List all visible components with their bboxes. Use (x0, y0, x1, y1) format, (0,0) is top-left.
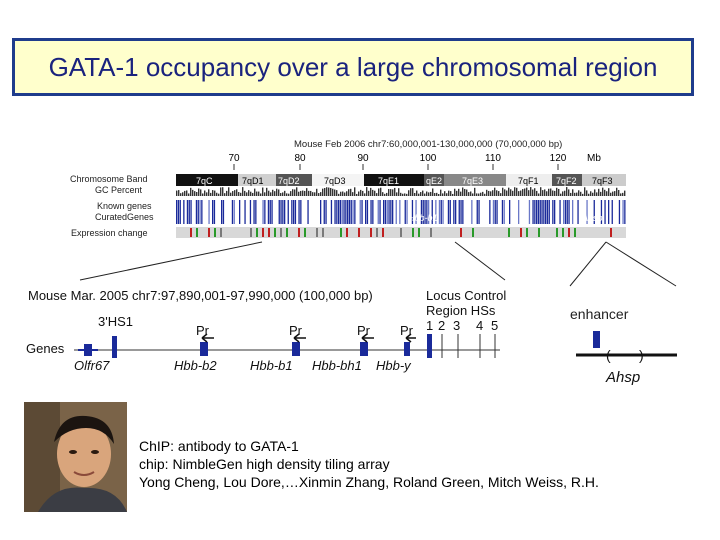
lower-genome-browser (22, 284, 522, 384)
row-label-curated-genes: CuratedGenes (95, 212, 154, 222)
band-label: 7qF1 (518, 176, 539, 186)
row-label-expression-change: Expression change (71, 228, 148, 238)
band-label: 7qC (196, 176, 213, 186)
gene-label-hbb-b1: Hbb-b1 (250, 358, 293, 373)
slide-title: GATA-1 occupancy over a large chromosomal region (48, 51, 658, 82)
upper-gene-label-ahsp: Ahsp (582, 213, 603, 223)
upper-tick-label: 120 (549, 153, 567, 164)
upper-gene-label-hbb-b1: Hbb-b1 (408, 213, 438, 223)
ahsp-enhancer-inset (560, 300, 690, 390)
row-label-known-genes: Known genes (97, 201, 152, 211)
genes-row-label: Genes (26, 341, 65, 356)
hs-number: 2 (438, 318, 446, 333)
svg-text:): ) (639, 347, 644, 363)
band-label: 7qE1 (378, 176, 400, 186)
upper-tick-label: 90 (357, 153, 369, 164)
svg-text:(: ( (606, 347, 611, 363)
upper-tick-label: 100 (419, 153, 437, 164)
credits-chip-array: chip: NimbleGen high density tiling array (139, 456, 390, 472)
gene-label-olfr67: Olfr67 (74, 358, 110, 373)
hs1-label: 3'HS1 (98, 314, 134, 329)
olfr67-gene-model (78, 344, 98, 356)
enhancer-label: enhancer (570, 306, 629, 322)
band-label: 7qD3 (324, 176, 346, 186)
ahsp-gene-label: Ahsp (606, 369, 641, 386)
upper-tick-label: Mb (587, 153, 601, 164)
lcr-label-line1: Locus Control (426, 288, 507, 303)
row-label-gc-percent: GC Percent (95, 185, 143, 195)
band-label: 7qF3 (592, 176, 613, 186)
hs-number: 4 (476, 318, 484, 333)
band-label: 7qD1 (242, 176, 264, 186)
promoter-label: Pr (289, 323, 302, 338)
gene-label-hbb-b2: Hbb-b2 (174, 358, 217, 373)
upper-tick-label: 80 (294, 153, 306, 164)
promoter-label: Pr (196, 323, 209, 338)
gene-label-hbb-y: Hbb-y (376, 358, 411, 373)
band-label: qE2 (426, 176, 443, 186)
row-label-chromosome-band: Chromosome Band (70, 174, 148, 184)
researcher-photo (24, 402, 127, 512)
upper-tick-label: 110 (485, 153, 501, 164)
credits-block (139, 437, 599, 491)
credits-authors: Yong Cheng, Lou Dore,…Xinmin Zhang, Roland Green, Mitch Weiss, R.H. (139, 474, 599, 490)
gene-label-hbb-bh1: Hbb-bh1 (312, 358, 362, 373)
promoter-label: Pr (357, 323, 370, 338)
band-label: 7qE3 (462, 176, 484, 186)
band-label: 7qD2 (278, 176, 300, 186)
hs-number: 3 (453, 318, 461, 333)
promoter-label: Pr (400, 323, 413, 338)
lower-track-header: Mouse Mar. 2005 chr7:97,890,001-97,990,000 (100,000 bp) (28, 288, 373, 303)
upper-track-header: Mouse Feb 2006 chr7:60,000,001-130,000,000 (70,000,000 bp) (294, 139, 563, 150)
upper-tick-label: 70 (228, 153, 240, 164)
band-label: 7qF2 (556, 176, 577, 186)
enhancer-mark (593, 331, 600, 348)
hs-number: 1 (426, 318, 434, 333)
globin-gene-models (200, 334, 416, 356)
credits-chip-antibody: ChIP: antibody to GATA-1 (139, 438, 299, 454)
lcr-label-line2: Region HSs (426, 303, 496, 318)
hs-number: 5 (491, 318, 499, 333)
